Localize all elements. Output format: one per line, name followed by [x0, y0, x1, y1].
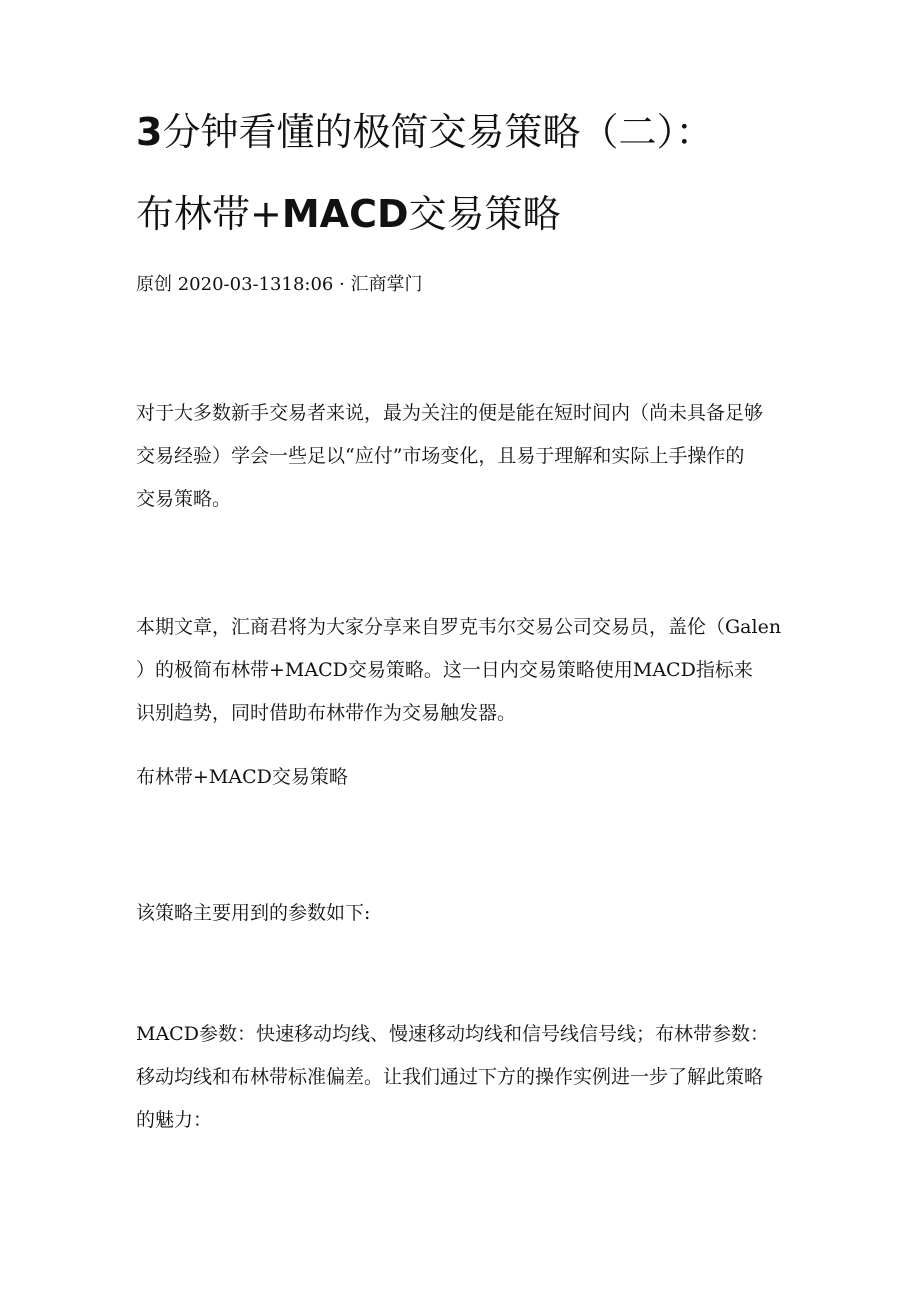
- paragraph-intro: [136, 392, 796, 521]
- title-part-macd: MACD: [281, 192, 409, 236]
- title-line-2: [136, 190, 561, 238]
- title-part-a: 布林带+: [136, 192, 282, 236]
- section-subheading: 布林带+MACD交易策略: [136, 766, 348, 788]
- paragraph-line: 交易经验）学会一些足以“应付”市场变化，且易于理解和实际上手操作的: [136, 445, 745, 467]
- title-part-c: 交易策略: [408, 192, 561, 236]
- paragraph-params: [136, 1013, 796, 1142]
- paragraph-line: ）的极简布林带+MACD交易策略。这一日内交易策略使用MACD指标来: [136, 659, 753, 681]
- paragraph-line: 移动均线和布林带标准偏差。让我们通过下方的操作实例进一步了解此策略: [136, 1066, 764, 1088]
- paragraph-line: 识别趋势，同时借助布林带作为交易触发器。: [136, 702, 517, 724]
- paragraph-line: 的魅力：: [136, 1109, 213, 1131]
- title-line-1: [136, 108, 713, 156]
- article-meta: 原创 2020-03-1318:06 · 汇商掌门: [136, 274, 423, 295]
- paragraph-line: 本期文章，汇商君将为大家分享来自罗克韦尔交易公司交易员，盖伦（Galen: [136, 616, 782, 638]
- title-number: 3: [136, 110, 163, 154]
- params-intro: 该策略主要用到的参数如下:: [136, 902, 371, 924]
- paragraph-line: 对于大多数新手交易者来说，最为关注的便是能在短时间内（尚未具备足够: [136, 402, 764, 424]
- paragraph-strategy: [136, 606, 796, 735]
- title-text: 分钟看懂的极简交易策略（二）：: [162, 110, 714, 154]
- paragraph-line: MACD参数：快速移动均线、慢速移动均线和信号线信号线；布林带参数：: [136, 1023, 769, 1045]
- paragraph-line: 交易策略。: [136, 488, 232, 510]
